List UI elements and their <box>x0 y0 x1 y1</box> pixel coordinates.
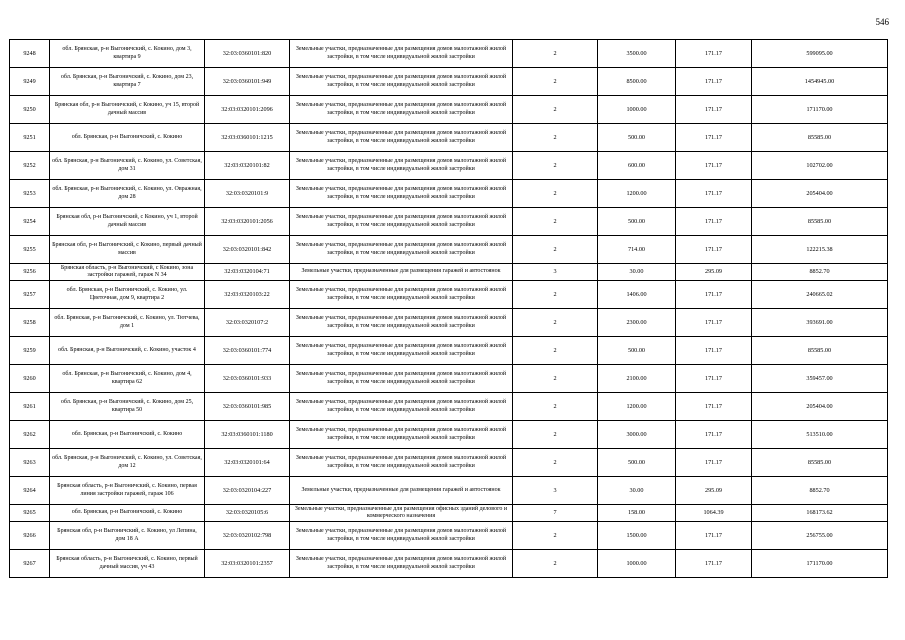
cadastral-number-cell: 32:03:0320101:2096 <box>205 96 290 124</box>
rate-cell: 171.17 <box>676 421 752 449</box>
cadastral-number-cell: 32:03:0360101:949 <box>205 68 290 96</box>
area-cell: 500.00 <box>598 124 676 152</box>
land-use-cell: Земельные участки, предназначенные для размещения домов малоэтажной жилой застройки, в том числе индивидуальной жилой застройки <box>290 522 513 550</box>
cadastral-value-cell: 599095.00 <box>752 40 888 68</box>
cadastral-value-cell: 85585.00 <box>752 449 888 477</box>
address-cell: обл. Брянская, р-н Выгоничский, с. Кокино, дом 25, квартира 50 <box>50 393 205 421</box>
category-cell: 2 <box>513 180 598 208</box>
cadastral-value-cell: 171170.00 <box>752 550 888 578</box>
table-row <box>10 505 888 522</box>
address-cell: Брянская область, р-н Выгоничский, с. Кокино, первый дачный массив, уч 43 <box>50 550 205 578</box>
table-row <box>10 152 888 180</box>
category-cell: 2 <box>513 281 598 309</box>
area-cell: 1200.00 <box>598 393 676 421</box>
cadastral-value-cell: 256755.00 <box>752 522 888 550</box>
cadastral-value-cell: 205404.00 <box>752 180 888 208</box>
rate-cell: 171.17 <box>676 337 752 365</box>
rate-cell: 171.17 <box>676 40 752 68</box>
land-use-cell: Земельные участки, предназначенные для размещения домов малоэтажной жилой застройки, в том числе индивидуальной жилой застройки <box>290 40 513 68</box>
rate-cell: 171.17 <box>676 393 752 421</box>
row-number-cell: 9256 <box>10 264 50 281</box>
address-cell: обл. Брянская, р-н Выгоничский, с. Кокино <box>50 124 205 152</box>
cadastral-number-cell: 32:03:0320103:22 <box>205 281 290 309</box>
cadastral-number-cell: 32:03:0360101:774 <box>205 337 290 365</box>
area-cell: 1406.00 <box>598 281 676 309</box>
cadastral-value-cell: 513510.00 <box>752 421 888 449</box>
rate-cell: 171.17 <box>676 522 752 550</box>
area-cell: 500.00 <box>598 208 676 236</box>
area-cell: 1200.00 <box>598 180 676 208</box>
land-use-cell: Земельные участки, предназначенные для размещения домов малоэтажной жилой застройки, в том числе индивидуальной жилой застройки <box>290 96 513 124</box>
row-number-cell: 9260 <box>10 365 50 393</box>
category-cell: 2 <box>513 522 598 550</box>
table-row <box>10 365 888 393</box>
area-cell: 30.00 <box>598 264 676 281</box>
category-cell: 2 <box>513 393 598 421</box>
rate-cell: 171.17 <box>676 68 752 96</box>
land-use-cell: Земельные участки, предназначенные для размещения домов малоэтажной жилой застройки, в том числе индивидуальной жилой застройки <box>290 449 513 477</box>
address-cell: Брянская обл, р-н Выгоничский, с Кокино, уч 1, второй дачный массив <box>50 208 205 236</box>
category-cell: 2 <box>513 68 598 96</box>
cadastral-value-cell: 393691.00 <box>752 309 888 337</box>
address-cell: обл. Брянская, р-н Выгоничский, с. Кокино, дом 3, квартира 9 <box>50 40 205 68</box>
row-number-cell: 9255 <box>10 236 50 264</box>
row-number-cell: 9249 <box>10 68 50 96</box>
cadastral-value-cell: 359457.00 <box>752 365 888 393</box>
cadastral-value-cell: 122215.38 <box>752 236 888 264</box>
address-cell: обл. Брянская, р-н Выгоничский, с. Кокино, дом 4, квартира 62 <box>50 365 205 393</box>
table-row <box>10 264 888 281</box>
row-number-cell: 9252 <box>10 152 50 180</box>
area-cell: 3500.00 <box>598 40 676 68</box>
category-cell: 3 <box>513 477 598 505</box>
category-cell: 2 <box>513 550 598 578</box>
rate-cell: 171.17 <box>676 124 752 152</box>
cadastral-number-cell: 32:03:0360101:820 <box>205 40 290 68</box>
cadastral-number-cell: 32:03:0360101:1215 <box>205 124 290 152</box>
category-cell: 2 <box>513 124 598 152</box>
cadastral-number-cell: 32:03:0320104:71 <box>205 264 290 281</box>
cadastral-value-cell: 102702.00 <box>752 152 888 180</box>
cadastral-value-cell: 240665.02 <box>752 281 888 309</box>
address-cell: обл. Брянская, р-н Выгоничский, с. Кокино <box>50 505 205 522</box>
area-cell: 2100.00 <box>598 365 676 393</box>
rate-cell: 171.17 <box>676 550 752 578</box>
land-use-cell: Земельные участки, предназначенные для размещения домов малоэтажной жилой застройки, в том числе индивидуальной жилой застройки <box>290 281 513 309</box>
table-body <box>10 40 888 578</box>
address-cell: обл. Брянская, р-н Выгоничский, с. Кокино, ул. Цветочная, дом 9, квартира 2 <box>50 281 205 309</box>
cadastral-number-cell: 32:03:0320105:6 <box>205 505 290 522</box>
row-number-cell: 9264 <box>10 477 50 505</box>
category-cell: 2 <box>513 96 598 124</box>
rate-cell: 171.17 <box>676 449 752 477</box>
rate-cell: 171.17 <box>676 365 752 393</box>
area-cell: 1000.00 <box>598 550 676 578</box>
land-use-cell: Земельные участки, предназначенные для размещения домов малоэтажной жилой застройки, в том числе индивидуальной жилой застройки <box>290 236 513 264</box>
land-use-cell: Земельные участки, предназначенные для размещения домов малоэтажной жилой застройки, в том числе индивидуальной жилой застройки <box>290 180 513 208</box>
cadastral-number-cell: 32:03:0320107:2 <box>205 309 290 337</box>
row-number-cell: 9267 <box>10 550 50 578</box>
area-cell: 1000.00 <box>598 96 676 124</box>
land-registry-table <box>9 39 888 578</box>
cadastral-number-cell: 32:03:0320101:2056 <box>205 208 290 236</box>
table-row <box>10 180 888 208</box>
area-cell: 500.00 <box>598 337 676 365</box>
area-cell: 600.00 <box>598 152 676 180</box>
row-number-cell: 9259 <box>10 337 50 365</box>
category-cell: 2 <box>513 40 598 68</box>
land-use-cell: Земельные участки, предназначенные для размещения домов малоэтажной жилой застройки, в том числе индивидуальной жилой застройки <box>290 337 513 365</box>
rate-cell: 171.17 <box>676 236 752 264</box>
table-row <box>10 337 888 365</box>
area-cell: 30.00 <box>598 477 676 505</box>
address-cell: обл. Брянская, р-н Выгоничский, с. Кокино, участок 4 <box>50 337 205 365</box>
cadastral-value-cell: 171170.00 <box>752 96 888 124</box>
cadastral-number-cell: 32:03:0360101:1180 <box>205 421 290 449</box>
address-cell: обл. Брянская, р-н Выгоничский, с. Кокино <box>50 421 205 449</box>
cadastral-number-cell: 32:03:0360101:985 <box>205 393 290 421</box>
rate-cell: 171.17 <box>676 208 752 236</box>
address-cell: обл. Брянская, р-н Выгоничский, с. Кокино, ул. Овражная, дом 28 <box>50 180 205 208</box>
cadastral-number-cell: 32:03:0320101:2357 <box>205 550 290 578</box>
land-use-cell: Земельные участки, предназначенные для размещения домов малоэтажной жилой застройки, в том числе индивидуальной жилой застройки <box>290 124 513 152</box>
rate-cell: 1064.39 <box>676 505 752 522</box>
row-number-cell: 9250 <box>10 96 50 124</box>
rate-cell: 171.17 <box>676 96 752 124</box>
cadastral-value-cell: 85585.00 <box>752 124 888 152</box>
land-use-cell: Земельные участки, предназначенные для размещения домов малоэтажной жилой застройки, в том числе индивидуальной жилой застройки <box>290 365 513 393</box>
table-row <box>10 393 888 421</box>
table-row <box>10 477 888 505</box>
cadastral-value-cell: 1454945.00 <box>752 68 888 96</box>
rate-cell: 295.09 <box>676 264 752 281</box>
row-number-cell: 9266 <box>10 522 50 550</box>
area-cell: 2300.00 <box>598 309 676 337</box>
row-number-cell: 9261 <box>10 393 50 421</box>
cadastral-value-cell: 8852.70 <box>752 477 888 505</box>
category-cell: 2 <box>513 208 598 236</box>
area-cell: 3000.00 <box>598 421 676 449</box>
rate-cell: 171.17 <box>676 152 752 180</box>
land-use-cell: Земельные участки, предназначенные для размещения домов малоэтажной жилой застройки, в том числе индивидуальной жилой застройки <box>290 68 513 96</box>
address-cell: обл. Брянская, р-н Выгоничский, с. Кокино, дом 23, квартира 7 <box>50 68 205 96</box>
table-row <box>10 208 888 236</box>
area-cell: 1500.00 <box>598 522 676 550</box>
land-use-cell: Земельные участки, предназначенные для размещения домов малоэтажной жилой застройки, в том числе индивидуальной жилой застройки <box>290 309 513 337</box>
land-use-cell: Земельные участки, предназначенные для размещения домов малоэтажной жилой застройки, в том числе индивидуальной жилой застройки <box>290 421 513 449</box>
category-cell: 2 <box>513 365 598 393</box>
category-cell: 2 <box>513 337 598 365</box>
land-use-cell: Земельные участки, предназначенные для размещения гаражей и автостоянок <box>290 264 513 281</box>
address-cell: Брянская обл, р-н Выгоничский, с Кокино, первый дачный массив <box>50 236 205 264</box>
row-number-cell: 9263 <box>10 449 50 477</box>
area-cell: 8500.00 <box>598 68 676 96</box>
cadastral-number-cell: 32:03:0320102:798 <box>205 522 290 550</box>
rate-cell: 171.17 <box>676 309 752 337</box>
page-number: 546 <box>875 17 889 27</box>
cadastral-number-cell: 32:03:0320101:842 <box>205 236 290 264</box>
rate-cell: 171.17 <box>676 281 752 309</box>
cadastral-number-cell: 32:03:0320101:64 <box>205 449 290 477</box>
area-cell: 158.00 <box>598 505 676 522</box>
land-use-cell: Земельные участки, предназначенные для размещения гаражей и автостоянок <box>290 477 513 505</box>
area-cell: 714.00 <box>598 236 676 264</box>
table-row <box>10 522 888 550</box>
cadastral-value-cell: 85585.00 <box>752 337 888 365</box>
table-row <box>10 68 888 96</box>
table-row <box>10 236 888 264</box>
land-use-cell: Земельные участки, предназначенные для размещения домов малоэтажной жилой застройки, в том числе индивидуальной жилой застройки <box>290 550 513 578</box>
row-number-cell: 9258 <box>10 309 50 337</box>
table-row <box>10 421 888 449</box>
address-cell: Брянская область, р-н Выгоничский, с. Кокино, первая линия застройки гаражей, гараж 106 <box>50 477 205 505</box>
row-number-cell: 9253 <box>10 180 50 208</box>
area-cell: 500.00 <box>598 449 676 477</box>
cadastral-number-cell: 32:03:0320101:9 <box>205 180 290 208</box>
row-number-cell: 9257 <box>10 281 50 309</box>
row-number-cell: 9254 <box>10 208 50 236</box>
table-row <box>10 96 888 124</box>
address-cell: Брянская обл, р-н Выгоничский, с. Кокино, ул Лепина, дом 18 А <box>50 522 205 550</box>
category-cell: 2 <box>513 421 598 449</box>
table-row <box>10 124 888 152</box>
land-use-cell: Земельные участки, предназначенные для размещения офисных зданий делового и коммерческого назначения <box>290 505 513 522</box>
address-cell: Брянская обл, р-н Выгоничский, с Кокино, уч 15, второй дачный массив <box>50 96 205 124</box>
rate-cell: 171.17 <box>676 180 752 208</box>
category-cell: 2 <box>513 449 598 477</box>
row-number-cell: 9251 <box>10 124 50 152</box>
cadastral-value-cell: 168173.62 <box>752 505 888 522</box>
address-cell: обл. Брянская, р-н Выгоничский, с. Кокино, ул. Советская, дом 31 <box>50 152 205 180</box>
land-use-cell: Земельные участки, предназначенные для размещения домов малоэтажной жилой застройки, в том числе индивидуальной жилой застройки <box>290 393 513 421</box>
category-cell: 2 <box>513 152 598 180</box>
category-cell: 2 <box>513 236 598 264</box>
table-row <box>10 550 888 578</box>
table-row <box>10 309 888 337</box>
cadastral-value-cell: 205404.00 <box>752 393 888 421</box>
cadastral-value-cell: 8852.70 <box>752 264 888 281</box>
table-row <box>10 449 888 477</box>
row-number-cell: 9248 <box>10 40 50 68</box>
category-cell: 7 <box>513 505 598 522</box>
table-row <box>10 281 888 309</box>
row-number-cell: 9265 <box>10 505 50 522</box>
rate-cell: 295.09 <box>676 477 752 505</box>
cadastral-value-cell: 85585.00 <box>752 208 888 236</box>
cadastral-number-cell: 32:03:0360101:933 <box>205 365 290 393</box>
address-cell: обл. Брянская, р-н Выгоничский, с. Кокино, ул. Советская, дом 12 <box>50 449 205 477</box>
category-cell: 3 <box>513 264 598 281</box>
category-cell: 2 <box>513 309 598 337</box>
land-use-cell: Земельные участки, предназначенные для размещения домов малоэтажной жилой застройки, в том числе индивидуальной жилой застройки <box>290 208 513 236</box>
cadastral-number-cell: 32:03:0320101:82 <box>205 152 290 180</box>
table-row <box>10 40 888 68</box>
address-cell: обл. Брянская, р-н Выгоничский, с. Кокино, ул. Тютчева, дом 1 <box>50 309 205 337</box>
address-cell: Брянская область, р-н Выгоничский, с Кокино, зона застройки гаражей, гараж N 34 <box>50 264 205 281</box>
land-use-cell: Земельные участки, предназначенные для размещения домов малоэтажной жилой застройки, в том числе индивидуальной жилой застройки <box>290 152 513 180</box>
cadastral-number-cell: 32:03:0320104:227 <box>205 477 290 505</box>
row-number-cell: 9262 <box>10 421 50 449</box>
